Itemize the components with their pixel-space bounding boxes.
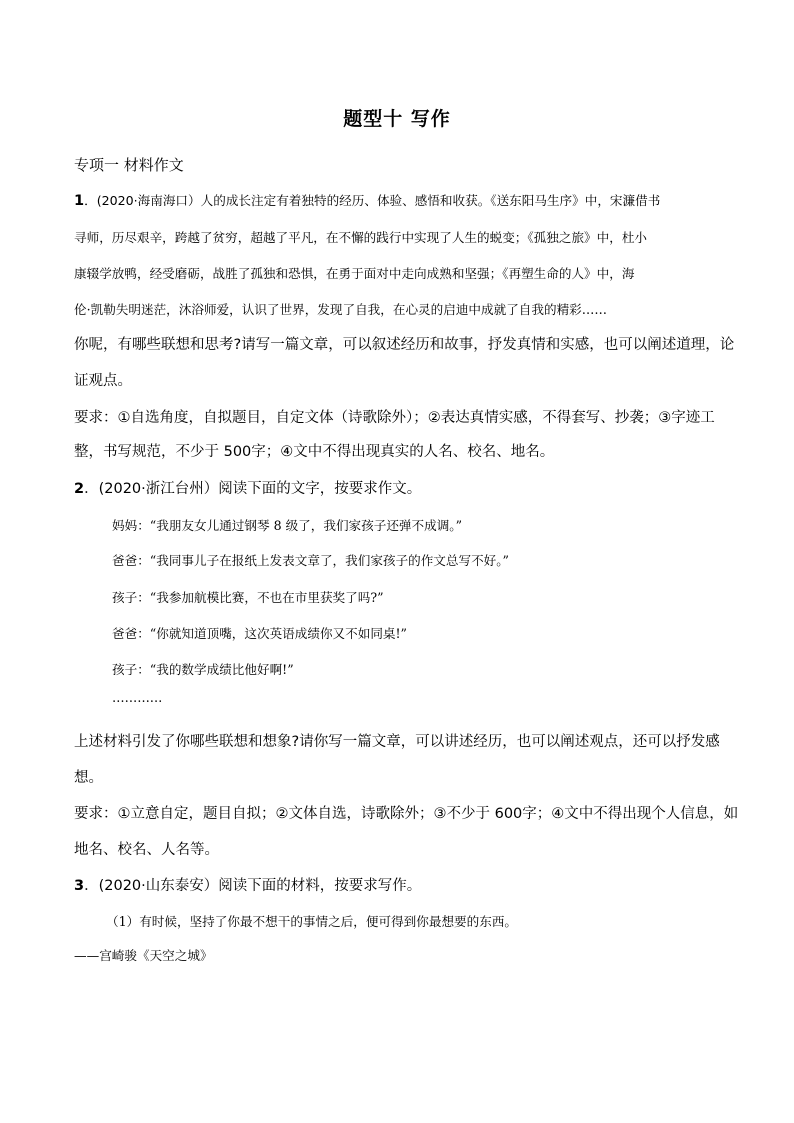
q2-prompt-line: 想。 [74, 770, 103, 786]
q2-prompt-line: 上述材料引发了你哪些联想和想象?请你写一篇文章，可以讲述经历，也可以阐述观点，还可以抒发感 [74, 734, 720, 750]
q3-attribution: ——宫崎骏《天空之城》 [74, 948, 213, 963]
page-title: 题型十 写作 [343, 108, 451, 130]
q3-heading [74, 874, 421, 895]
dialog-line: 孩子：“我参加航模比赛，不也在市里获奖了吗?” [112, 590, 384, 605]
q3-instruction: ．(2020·山东泰安）阅读下面的材料，按要求写作。 [84, 878, 422, 894]
dialog-ellipsis: ………… [112, 690, 163, 705]
q2-number: 2 [74, 481, 85, 497]
q1-material-line: 伦·凯勒失明迷茫，沐浴师爱，认识了世界，发现了自我，在心灵的启迪中成就了自我的精彩…… [74, 302, 607, 317]
dialog-line: 爸爸：“我同事儿子在报纸上发表文章了，我们家孩子的作文总写不好。” [112, 553, 509, 568]
q1-material-line: 康辍学放鸭，经受磨砺，战胜了孤独和恐惧，在勇于面对中走向成熟和坚强；《再塑生命的人》中，海 [74, 266, 635, 281]
q1-source: ．(2020·海南海口） [84, 193, 201, 208]
q1-requirement-line: 要求：①自选角度，自拟题目，自定文体（诗歌除外）；②表达真情实感，不得套写、抄袭；③字迹工 [74, 410, 715, 426]
q1-material-line: 人的成长注定有着独特的经历、体验、感悟和收获。《送东阳马生序》中，宋濂借书 [200, 193, 661, 208]
q1-prompt-line: 证观点。 [74, 373, 132, 389]
q1-number: 1 [74, 193, 85, 209]
dialog-line: 孩子：“我的数学成绩比他好啊!” [112, 662, 294, 677]
q3-number: 3 [74, 878, 85, 894]
q1-prompt-line: 你呢，有哪些联想和思考?请写一篇文章，可以叙述经历和故事，抒发真情和实感，也可以阐述道理，论 [74, 337, 735, 353]
dialog-line: 妈妈：“我朋友女儿通过钢琴 8 级了，我们家孩子还弹不成调。” [112, 518, 463, 533]
q3-quote: （1）有时候，坚持了你最不想干的事情之后，便可得到你最想要的东西。 [106, 914, 518, 929]
q2-requirement-line: 要求：①立意自定，题目自拟；②文体自选，诗歌除外；③不少于 600字；④文中不得出现个人信息，如 [74, 806, 739, 822]
q2-requirement-line: 地名、校名、人名等。 [74, 842, 219, 858]
q2-heading [74, 477, 421, 498]
q1-material-line: 寻师，历尽艰辛，跨越了贫穷，超越了平凡，在不懈的践行中实现了人生的蜕变；《孤独之旅》中，杜小 [74, 230, 648, 245]
q2-instruction: ．(2020·浙江台州）阅读下面的文字，按要求作文。 [84, 481, 422, 497]
dialog-line: 爸爸：“你就知道顶嘴，这次英语成绩你又不如同桌!” [112, 626, 407, 641]
q1-requirement-line: 整，书写规范，不少于 500字；④文中不得出现真实的人名、校名、地名。 [74, 444, 555, 460]
section-heading: 专项一 材料作文 [74, 156, 184, 174]
q1-first-line [74, 190, 660, 209]
